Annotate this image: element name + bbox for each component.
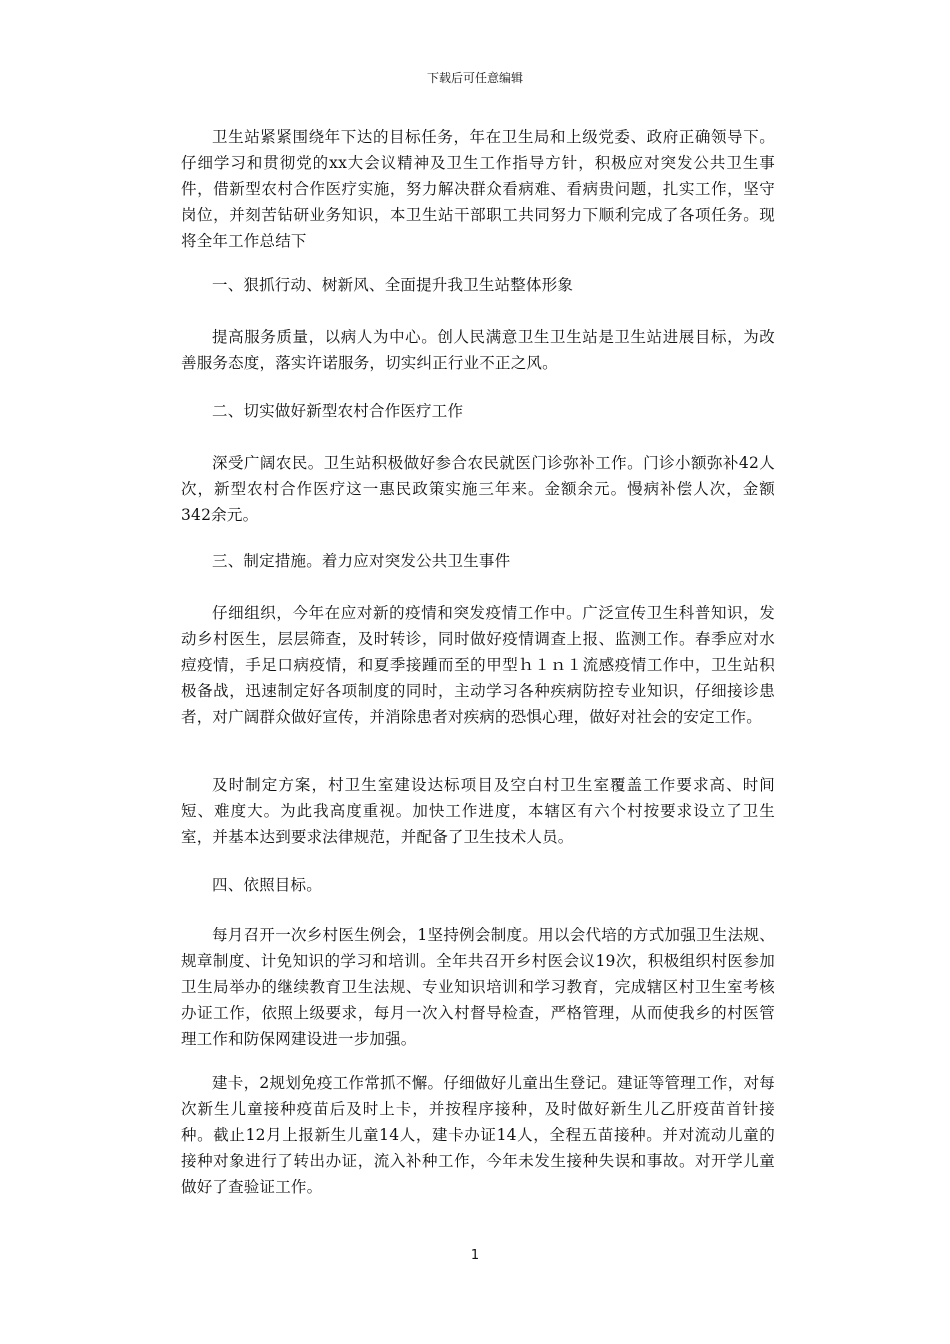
paragraph-village-doctors: 每月召开一次乡村医生例会，1坚持例会制度。用以会代培的方式加强卫生法规、规章制度、计免知识的学习和培训。全年共召开乡村医会议19次，积极组织村医参加卫生局举办的继续教育卫生法规、专业知识培训和学习教育，完成辖区村卫生室考核办证工作，依照上级要求，每月一次入村督导检查，严格管理，从而使我乡的村医管理工作和防保网建设进一步加强。 bbox=[181, 926, 775, 1048]
section-heading-2: 二、切实做好新型农村合作医疗工作 bbox=[212, 402, 464, 420]
paragraph-epidemic: 仔细组织，今年在应对新的疫情和突发疫情工作中。广泛宣传卫生科普知识，发动乡村医生，层层筛查，及时转诊，同时做好疫情调查上报、监测工作。春季应对水痘疫情，手足口病疫情，和夏季接踵而至的甲型ｈ１ｎ１流感疫情工作中，卫生站积极备战，迅速制定好各项制度的同时，主动学习各种疾病防控专业知识，仔细接诊患者，对广阔群众做好宣传，并消除患者对疾病的恐惧心理，做好对社会的安定工作。 bbox=[181, 604, 775, 726]
page-header: 下载后可任意编辑 bbox=[426, 71, 523, 85]
section-heading-3: 三、制定措施。着力应对突发公共卫生事件 bbox=[212, 552, 511, 570]
paragraph-intro: 卫生站紧紧围绕年下达的目标任务，年在卫生局和上级党委、政府正确领导下。仔细学习和贯彻党的xx大会议精神及卫生工作指导方针，积极应对突发公共卫生事件，借新型农村合作医疗实施，努力解决群众看病难、看病贵问题，扎实工作，坚守岗位，并刻苦钻研业务知识，本卫生站干部职工共同努力下顺利完成了各项任务。现将全年工作总结下 bbox=[181, 128, 775, 250]
paragraph-service-quality: 提高服务质量，以病人为中心。创人民满意卫生卫生站是卫生站进展目标，为改善服务态度，落实许诺服务，切实纠正行业不正之风。 bbox=[181, 328, 775, 372]
paragraph-clinic-plan: 及时制定方案，村卫生室建设达标项目及空白村卫生室覆盖工作要求高、时间短、难度大。为此我高度重视。加快工作进度，本辖区有六个村按要求设立了卫生室，并基本达到要求法律规范，并配备了卫生技术人员。 bbox=[181, 776, 775, 846]
paragraph-immunization: 建卡，2规划免疫工作常抓不懈。仔细做好儿童出生登记。建证等管理工作，对每次新生儿童接种疫苗后及时上卡，并按程序接种，及时做好新生儿乙肝疫苗首针接种。截止12月上报新生儿童14人，建卡办证14人，全程五苗接种。并对流动儿童的接种对象进行了转出办证，流入补种工作，今年未发生接种失误和事故。对开学儿童做好了查验证工作。 bbox=[181, 1074, 775, 1196]
section-heading-1: 一、狠抓行动、树新风、全面提升我卫生站整体形象 bbox=[212, 276, 574, 294]
page-number: 1 bbox=[470, 1248, 480, 1263]
paragraph-rural-medical: 深受广阔农民。卫生站积极做好参合农民就医门诊弥补工作。门诊小额弥补42人次，新型农村合作医疗这一惠民政策实施三年来。金额余元。慢病补偿人次，金额342余元。 bbox=[181, 454, 775, 524]
section-heading-4: 四、依照目标。 bbox=[212, 876, 322, 894]
